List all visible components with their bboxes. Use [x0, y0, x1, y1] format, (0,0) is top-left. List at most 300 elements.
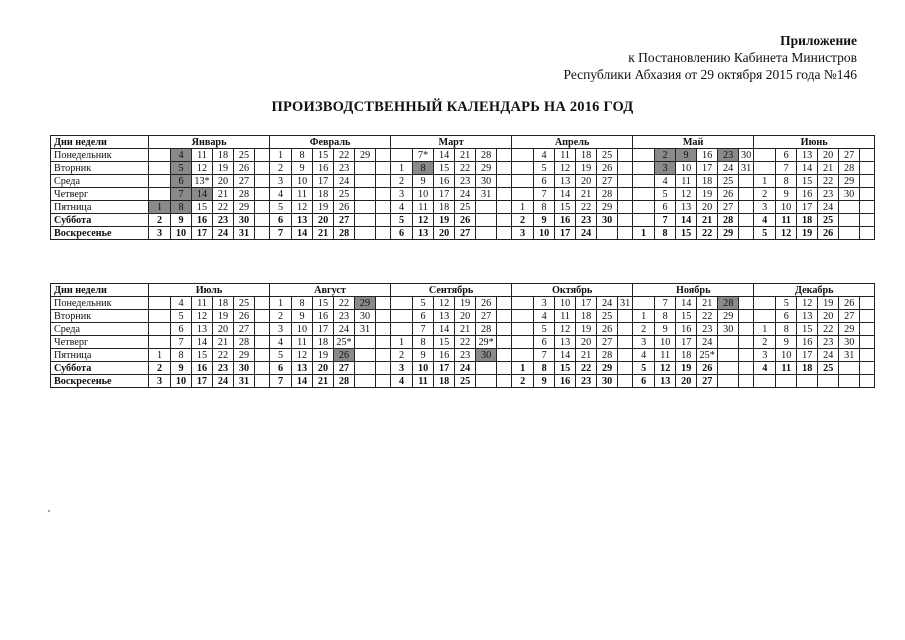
day-cell: 8: [776, 323, 797, 336]
day-cell: [618, 201, 633, 214]
day-cell: [512, 349, 534, 362]
day-cell: 13: [797, 310, 818, 323]
day-cell: 7: [655, 214, 676, 227]
day-cell: 12: [555, 323, 576, 336]
day-cell: [255, 201, 270, 214]
day-cell: [754, 149, 776, 162]
day-cell: 22: [334, 149, 355, 162]
day-cell: 18: [797, 214, 818, 227]
day-cell: 9: [171, 214, 192, 227]
day-cell: 26: [455, 214, 476, 227]
weekday-label: Пятница: [51, 201, 149, 214]
day-cell: [860, 310, 875, 323]
day-cell: 15: [192, 201, 213, 214]
day-cell: 16: [313, 162, 334, 175]
day-cell: [497, 214, 512, 227]
day-cell: 8: [655, 227, 676, 240]
day-cell: 18: [313, 336, 334, 349]
day-cell: [633, 214, 655, 227]
day-cell-holiday: 8: [413, 162, 434, 175]
day-cell-holiday: 5: [171, 162, 192, 175]
day-cell: 18: [576, 149, 597, 162]
day-cell: 18: [576, 310, 597, 323]
day-cell: 23: [213, 362, 234, 375]
day-cell: [633, 175, 655, 188]
day-cell: 28: [839, 162, 860, 175]
day-cell: 14: [434, 323, 455, 336]
day-cell: [618, 175, 633, 188]
day-cell: [739, 227, 754, 240]
day-cell: [618, 310, 633, 323]
day-cell: 5: [776, 297, 797, 310]
day-cell: 19: [576, 323, 597, 336]
day-cell: [739, 362, 754, 375]
day-cell: [797, 375, 818, 388]
day-cell: 3: [754, 349, 776, 362]
day-cell: [739, 336, 754, 349]
day-cell: [149, 175, 171, 188]
day-cell: [776, 375, 797, 388]
day-cell: 7*: [413, 149, 434, 162]
day-cell: [376, 349, 391, 362]
day-cell: 28: [234, 336, 255, 349]
day-cell: 20: [434, 227, 455, 240]
day-cell: [739, 201, 754, 214]
day-cell: 8: [776, 175, 797, 188]
day-cell: [618, 162, 633, 175]
day-cell: 22: [576, 362, 597, 375]
day-cell: [860, 149, 875, 162]
day-cell: 21: [213, 336, 234, 349]
day-cell: [618, 227, 633, 240]
day-cell: 18: [676, 349, 697, 362]
day-cell: 16: [192, 214, 213, 227]
day-cell: 28: [718, 214, 739, 227]
day-cell: 23: [334, 162, 355, 175]
day-cell: [633, 297, 655, 310]
month-header: Ноябрь: [633, 284, 754, 297]
day-cell: 14: [797, 162, 818, 175]
day-cell: 29: [234, 349, 255, 362]
day-cell: 29: [355, 149, 376, 162]
day-cell: [839, 362, 860, 375]
day-cell: [618, 362, 633, 375]
day-cell: 24: [213, 227, 234, 240]
day-cell: 8: [655, 310, 676, 323]
day-cell: [739, 175, 754, 188]
day-cell: 28: [234, 188, 255, 201]
day-cell: 17: [313, 175, 334, 188]
day-cell: 28: [597, 349, 618, 362]
day-cell: 15: [676, 227, 697, 240]
day-cell: 15: [555, 201, 576, 214]
weekday-label: Среда: [51, 323, 149, 336]
day-cell: 24: [455, 188, 476, 201]
day-cell: 20: [818, 149, 839, 162]
day-cell: 3: [270, 175, 292, 188]
day-cell: 29: [476, 162, 497, 175]
day-cell: 16: [697, 149, 718, 162]
day-cell: 25: [597, 310, 618, 323]
day-cell: 4: [270, 188, 292, 201]
day-cell: [839, 227, 860, 240]
day-cell: [149, 323, 171, 336]
day-cell: 9: [292, 310, 313, 323]
day-cell: [497, 149, 512, 162]
day-cell: 10: [776, 349, 797, 362]
day-cell: 1: [512, 362, 534, 375]
day-cell: [355, 349, 376, 362]
day-cell: 25: [455, 375, 476, 388]
day-cell: 26: [234, 162, 255, 175]
day-cell: 26: [597, 162, 618, 175]
day-cell: 22: [697, 227, 718, 240]
day-cell: 1: [512, 201, 534, 214]
day-cell: 30: [234, 214, 255, 227]
day-cell: [860, 201, 875, 214]
weekday-label: Воскресенье: [51, 375, 149, 388]
day-cell: 9: [292, 162, 313, 175]
day-cell: [860, 336, 875, 349]
day-cell: 6: [633, 375, 655, 388]
day-cell: 23: [576, 375, 597, 388]
day-cell: 2: [149, 214, 171, 227]
day-cell: [860, 375, 875, 388]
day-cell-holiday: 7: [171, 188, 192, 201]
day-cell: 10: [776, 201, 797, 214]
day-cell: 15: [434, 162, 455, 175]
day-cell: [149, 162, 171, 175]
day-cell: 29*: [476, 336, 497, 349]
day-cell: 5: [413, 297, 434, 310]
page-title: ПРОИЗВОДСТВЕННЫЙ КАЛЕНДАРЬ НА 2016 ГОД: [271, 99, 634, 115]
month-header: Август: [270, 284, 391, 297]
weekday-row: [51, 349, 875, 362]
appendix-label: Приложение: [780, 33, 857, 48]
day-cell: 31: [476, 188, 497, 201]
day-cell: 4: [391, 375, 413, 388]
day-cell: 27: [839, 310, 860, 323]
weekday-label: Вторник: [51, 310, 149, 323]
day-cell: 20: [313, 362, 334, 375]
day-cell: [754, 375, 776, 388]
day-cell: 6: [413, 310, 434, 323]
day-cell: 12: [655, 362, 676, 375]
day-cell-holiday: 29: [355, 297, 376, 310]
day-cell: 20: [576, 336, 597, 349]
day-cell: [618, 336, 633, 349]
day-cell: 15: [797, 175, 818, 188]
day-cell: 8: [534, 201, 555, 214]
day-cell: 18: [213, 149, 234, 162]
day-cell: 7: [413, 323, 434, 336]
day-cell: 25: [334, 188, 355, 201]
day-cell: [391, 149, 413, 162]
day-cell: [355, 362, 376, 375]
day-cell: 6: [534, 175, 555, 188]
day-cell: 29: [597, 201, 618, 214]
day-cell: 11: [192, 149, 213, 162]
day-cell: 19: [213, 162, 234, 175]
day-cell: 16: [313, 310, 334, 323]
day-cell: [739, 188, 754, 201]
day-cell: 24: [718, 162, 739, 175]
day-cell: [476, 375, 497, 388]
day-cell-holiday: 1: [149, 201, 171, 214]
day-cell: [512, 149, 534, 162]
day-cell: 12: [434, 297, 455, 310]
day-cell: 12: [676, 188, 697, 201]
day-cell: 10: [534, 227, 555, 240]
day-cell: 12: [797, 297, 818, 310]
day-cell: 29: [839, 323, 860, 336]
day-cell: [376, 149, 391, 162]
day-cell: 1: [270, 297, 292, 310]
day-cell: 7: [270, 227, 292, 240]
day-cell: 4: [633, 349, 655, 362]
day-cell-holiday: 30: [476, 349, 497, 362]
day-cell: 2: [149, 362, 171, 375]
day-cell: 19: [313, 201, 334, 214]
weekday-label: Среда: [51, 175, 149, 188]
day-cell: 1: [391, 162, 413, 175]
day-cell: [739, 375, 754, 388]
day-cell: 17: [192, 227, 213, 240]
day-cell: 11: [555, 310, 576, 323]
day-cell-holiday: 2: [655, 149, 676, 162]
month-header: Сентябрь: [391, 284, 512, 297]
day-cell: 6: [776, 310, 797, 323]
document-header: [563, 32, 857, 83]
day-cell: 1: [754, 175, 776, 188]
day-cell: 17: [434, 362, 455, 375]
day-cell: [497, 375, 512, 388]
day-cell: 27: [334, 214, 355, 227]
day-cell: 15: [192, 349, 213, 362]
weekday-column-header: Дни недели: [51, 284, 149, 297]
day-cell: 9: [776, 188, 797, 201]
day-cell: 30: [839, 336, 860, 349]
day-cell: 3: [149, 227, 171, 240]
day-cell: 19: [697, 188, 718, 201]
day-cell: 24: [213, 375, 234, 388]
day-cell: 31: [234, 375, 255, 388]
day-cell: 19: [434, 214, 455, 227]
month-header: Май: [633, 136, 754, 149]
day-cell: 29: [234, 201, 255, 214]
day-cell: 3: [534, 297, 555, 310]
day-cell: 20: [313, 214, 334, 227]
day-cell: 16: [555, 214, 576, 227]
day-cell: [739, 297, 754, 310]
day-cell: 10: [171, 375, 192, 388]
weekday-label: Суббота: [51, 214, 149, 227]
day-cell: 31: [839, 349, 860, 362]
day-cell: [633, 149, 655, 162]
day-cell: [255, 323, 270, 336]
weekday-row: [51, 149, 875, 162]
day-cell: 11: [413, 375, 434, 388]
day-cell: 17: [697, 162, 718, 175]
day-cell: 16: [676, 323, 697, 336]
day-cell: 21: [818, 162, 839, 175]
day-cell: [512, 188, 534, 201]
day-cell: [860, 362, 875, 375]
day-cell: 2: [633, 323, 655, 336]
day-cell: 21: [576, 349, 597, 362]
day-cell: 19: [676, 362, 697, 375]
day-cell: 27: [234, 323, 255, 336]
day-cell: 11: [555, 149, 576, 162]
weekday-row: [51, 201, 875, 214]
day-cell-holiday: 23: [718, 149, 739, 162]
day-cell: 22: [576, 201, 597, 214]
day-cell: [255, 349, 270, 362]
day-cell: 5: [391, 214, 413, 227]
day-cell: [618, 323, 633, 336]
day-cell: 4: [391, 201, 413, 214]
day-cell: 10: [655, 336, 676, 349]
day-cell: 15: [797, 323, 818, 336]
day-cell: [497, 323, 512, 336]
weekday-row: [51, 162, 875, 175]
day-cell: 5: [534, 323, 555, 336]
day-cell: 13: [655, 375, 676, 388]
day-cell: 24: [334, 323, 355, 336]
day-cell: [497, 175, 512, 188]
day-cell: [739, 214, 754, 227]
day-cell: [754, 162, 776, 175]
day-cell: 16: [797, 188, 818, 201]
day-cell: 18: [797, 362, 818, 375]
day-cell: 12: [192, 310, 213, 323]
day-cell: 17: [797, 201, 818, 214]
day-cell: 31: [355, 323, 376, 336]
day-cell: 27: [476, 310, 497, 323]
day-cell: [860, 297, 875, 310]
day-cell: [497, 310, 512, 323]
day-cell: [497, 349, 512, 362]
day-cell: 9: [171, 362, 192, 375]
day-cell: 18: [697, 175, 718, 188]
day-cell: 21: [455, 149, 476, 162]
day-cell: 25: [234, 297, 255, 310]
day-cell: [149, 336, 171, 349]
day-cell: 2: [512, 214, 534, 227]
day-cell: 23: [334, 310, 355, 323]
day-cell: 11: [292, 188, 313, 201]
day-cell: [391, 310, 413, 323]
day-cell: 5: [754, 227, 776, 240]
day-cell: 8: [171, 349, 192, 362]
day-cell: 20: [697, 201, 718, 214]
day-cell: 13: [292, 362, 313, 375]
day-cell: 21: [697, 297, 718, 310]
day-cell: [355, 227, 376, 240]
day-cell: 20: [213, 175, 234, 188]
day-cell: 13*: [192, 175, 213, 188]
day-cell: 23: [818, 188, 839, 201]
day-cell: 26: [334, 201, 355, 214]
day-cell: 15: [555, 362, 576, 375]
day-cell: 13: [797, 149, 818, 162]
day-cell: [512, 310, 534, 323]
day-cell: 29: [718, 227, 739, 240]
day-cell: [391, 297, 413, 310]
day-cell: 3: [633, 336, 655, 349]
day-cell: [497, 362, 512, 375]
day-cell: 31: [739, 162, 754, 175]
day-cell-holiday: 14: [192, 188, 213, 201]
day-cell: [860, 188, 875, 201]
day-cell: 5: [633, 362, 655, 375]
day-cell: 23: [213, 214, 234, 227]
day-cell: 1: [754, 323, 776, 336]
day-cell: 15: [676, 310, 697, 323]
day-cell: 10: [413, 188, 434, 201]
day-cell: [255, 149, 270, 162]
day-cell: 21: [455, 323, 476, 336]
day-cell: 19: [576, 162, 597, 175]
day-cell: 20: [676, 375, 697, 388]
day-cell: 7: [655, 297, 676, 310]
resolution-date-line: Республики Абхазия от 29 октября 2015 года №146: [563, 67, 857, 82]
day-cell: [255, 297, 270, 310]
calendar-table-second-half: [50, 283, 875, 388]
day-cell: 1: [270, 149, 292, 162]
day-cell: [391, 323, 413, 336]
month-header: Январь: [149, 136, 270, 149]
day-cell: 14: [555, 188, 576, 201]
day-cell: 1: [149, 349, 171, 362]
day-cell: [818, 375, 839, 388]
day-cell: [355, 214, 376, 227]
weekday-row: [51, 227, 875, 240]
day-cell: 23: [455, 175, 476, 188]
day-cell: 30: [355, 310, 376, 323]
day-cell: 30: [839, 188, 860, 201]
day-cell: 21: [576, 188, 597, 201]
day-cell: 11: [292, 336, 313, 349]
day-cell: 9: [776, 336, 797, 349]
day-cell: [512, 323, 534, 336]
day-cell: 26: [818, 227, 839, 240]
day-cell: 14: [555, 349, 576, 362]
day-cell: 25: [234, 149, 255, 162]
day-cell: [839, 214, 860, 227]
day-cell: 10: [676, 162, 697, 175]
day-cell: 24: [818, 201, 839, 214]
weekday-column-header: Дни недели: [51, 136, 149, 149]
day-cell: [860, 214, 875, 227]
day-cell: 30: [476, 175, 497, 188]
day-cell: [376, 227, 391, 240]
day-cell: [618, 375, 633, 388]
day-cell: [476, 214, 497, 227]
day-cell: 25*: [334, 336, 355, 349]
day-cell-holiday: 4: [171, 149, 192, 162]
day-cell: 24: [455, 362, 476, 375]
day-cell: [255, 362, 270, 375]
day-cell: [376, 375, 391, 388]
day-cell: 13: [434, 310, 455, 323]
day-cell: 2: [270, 162, 292, 175]
weekday-label: Воскресенье: [51, 227, 149, 240]
day-cell: 7: [171, 336, 192, 349]
month-header: Октябрь: [512, 284, 633, 297]
day-cell: [376, 162, 391, 175]
day-cell: 30: [597, 375, 618, 388]
